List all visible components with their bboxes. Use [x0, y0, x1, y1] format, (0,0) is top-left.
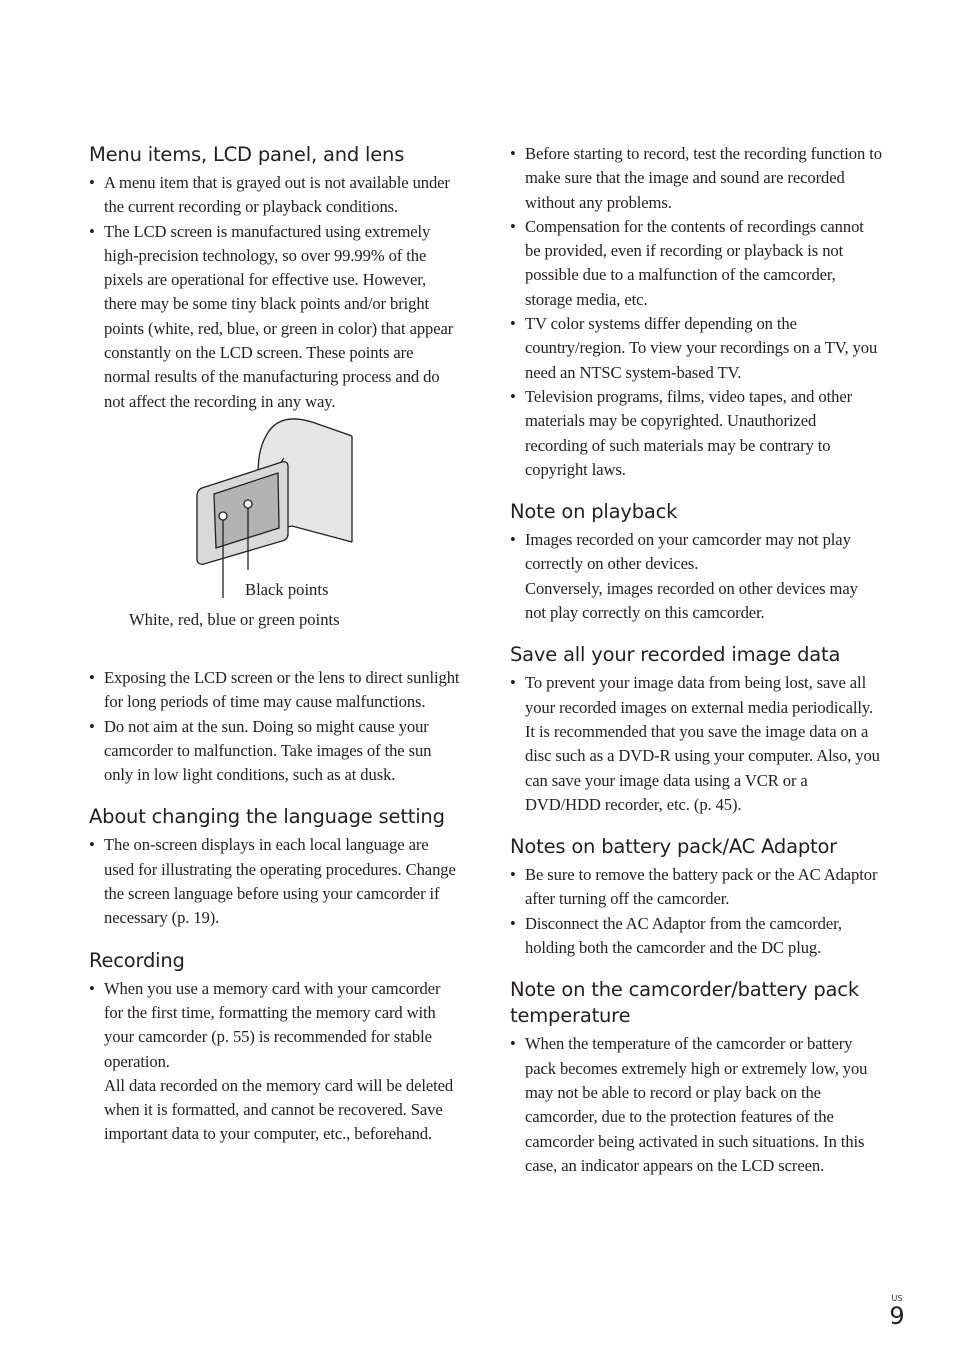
list-item: • Disconnect the AC Adaptor from the camcorder, holding both the camcorder and the DC plug.: [510, 912, 882, 961]
list-save-data: [510, 671, 882, 817]
list-temperature: [510, 1032, 882, 1178]
heading-playback: Note on playback: [510, 500, 678, 524]
section-temperature: [510, 977, 882, 1178]
section-playback: [510, 499, 882, 625]
list-item: • Television programs, films, video tapes, and other materials may be copyrighted. Unauthorized recording of such materials may be contrary to copyright laws.: [510, 385, 882, 482]
list-item: [89, 977, 461, 1147]
label-white-points: White, red, blue or green points: [129, 609, 340, 629]
list-item: • To prevent your image data from being lost, save all your recorded images on external media periodically. It is recommended that you save the image data on a disc such as a DVD-R using your computer. Also, you can save your image data using a VCR or a DVD/HDD recorder, etc. (p. 45).: [510, 671, 882, 817]
page-number: [889, 1294, 905, 1329]
right-column: [510, 142, 882, 1195]
heading-language-setting: About changing the language setting: [89, 805, 445, 829]
list-language-setting: [89, 833, 461, 930]
section-save-data: [510, 642, 882, 817]
list-menu-lcd-lens-continued: [89, 666, 461, 787]
section-language-setting: [89, 804, 461, 930]
list-item: • Exposing the LCD screen or the lens to direct sunlight for long periods of time may cause malfunctions.: [89, 666, 461, 715]
list-item: • A menu item that is grayed out is not available under the current recording or playback conditions.: [89, 171, 461, 220]
list-item-text: When you use a memory card with your camcorder for the first time, formatting the memory card with your camcorder (p. 55) is recommended for stable operation.: [104, 978, 441, 1071]
heading-save-data: Save all your recorded image data: [510, 643, 841, 667]
list-item: [510, 528, 882, 625]
list-item: • Be sure to remove the battery pack or the AC Adaptor after turning off the camcorder.: [510, 863, 882, 912]
list-battery-ac: [510, 863, 882, 960]
left-column: [89, 142, 461, 1164]
list-recording: [89, 977, 461, 1147]
heading-battery-ac: Notes on battery pack/AC Adaptor: [510, 835, 837, 859]
heading-recording: Recording: [89, 948, 185, 972]
list-item: • TV color systems differ depending on the country/region. To view your recordings on a TV, you need an NTSC system-based TV.: [510, 312, 882, 385]
section-recording: [89, 948, 461, 1147]
heading-menu-lcd-lens: Menu items, LCD panel, and lens: [89, 143, 405, 166]
region-code: US: [891, 1294, 903, 1303]
lcd-panel-illustration: [89, 418, 461, 656]
list-item: • Do not aim at the sun. Doing so might cause your camcorder to malfunction. Take images of the sun only in low light conditions, such as at dusk.: [89, 715, 461, 788]
list-playback: [510, 528, 882, 625]
list-menu-lcd-lens: [89, 171, 461, 414]
list-item-text: Images recorded on your camcorder may not play correctly on other devices.: [525, 530, 851, 574]
section-recording-continued: [510, 142, 882, 482]
list-item: • When the temperature of the camcorder or battery pack becomes extremely high or extremely low, you may not be able to record or play back on the camcorder, due to the protection features of the camcorder being activated in such situations. In this case, an indicator appears on the LCD screen.: [510, 1032, 882, 1178]
camcorder-lcd-diagram: [194, 418, 354, 600]
section-battery-ac: [510, 834, 882, 960]
section-menu-lcd-lens: [89, 142, 461, 787]
label-black-points: Black points: [245, 579, 329, 599]
heading-temperature: Note on the camcorder/battery pack temperature: [510, 978, 859, 1028]
page-number-value: 9: [889, 1302, 905, 1330]
list-item: • Before starting to record, test the recording function to make sure that the image and sound are recorded without any problems.: [510, 142, 882, 215]
list-item: • Compensation for the contents of recordings cannot be provided, even if recording or playback is not possible due to a malfunction of the camcorder, storage media, etc.: [510, 215, 882, 312]
list-recording-continued: [510, 142, 882, 482]
list-item-text-continued: All data recorded on the memory card will be deleted when it is formatted, and cannot be recovered. Save important data to your computer, etc., beforehand.: [104, 1075, 454, 1144]
list-item-text-continued: Conversely, images recorded on other devices may not play correctly on this camcorder.: [525, 578, 858, 623]
list-item: • The on-screen displays in each local language are used for illustrating the operating procedures. Change the screen language before using your camcorder if necessary (p. 19).: [89, 833, 461, 930]
list-item: • The LCD screen is manufactured using extremely high-precision technology, so over 99.99% of the pixels are operational for effective use. However, there may be some tiny black points and/or bright points (white, red, blue, or green in color) that appear constantly on the LCD screen. These points are normal results of the manufacturing process and do not affect the recording in any way.: [89, 220, 461, 414]
